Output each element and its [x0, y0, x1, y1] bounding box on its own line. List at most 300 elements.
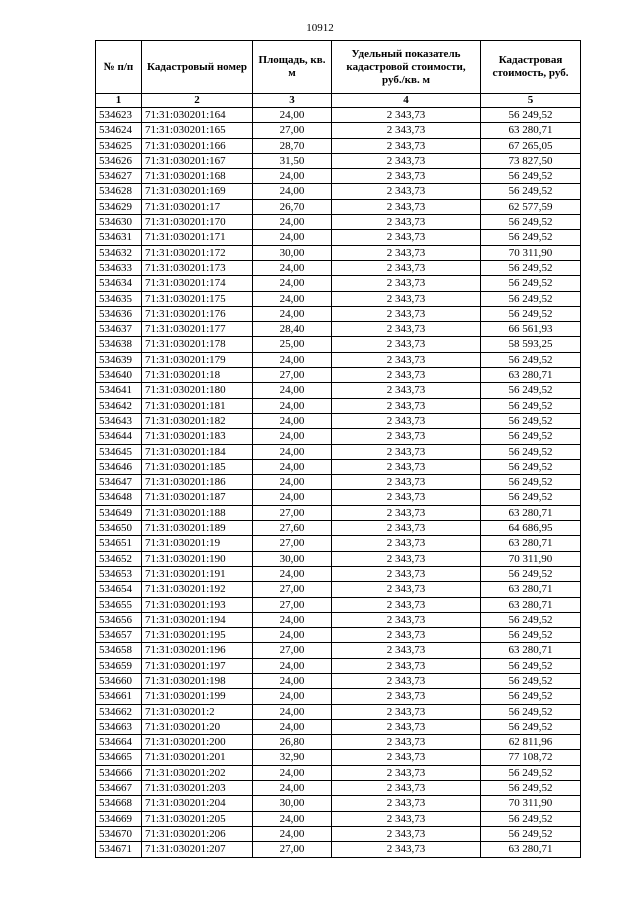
cadastral-value-cell: 56 249,52	[481, 169, 581, 184]
area-cell: 30,00	[253, 245, 332, 260]
cadastral-number-cell: 71:31:030201:192	[142, 582, 253, 597]
row-number-cell: 534649	[96, 505, 142, 520]
row-number-cell: 534644	[96, 429, 142, 444]
table-row	[96, 490, 581, 505]
unit-value-cell: 2 343,73	[332, 597, 481, 612]
cadastral-value-cell: 56 249,52	[481, 475, 581, 490]
cadastral-number-cell: 71:31:030201:205	[142, 811, 253, 826]
unit-value-cell: 2 343,73	[332, 276, 481, 291]
table-row	[96, 673, 581, 688]
unit-value-cell: 2 343,73	[332, 536, 481, 551]
cadastral-number-cell: 71:31:030201:194	[142, 612, 253, 627]
cadastral-number-cell: 71:31:030201:179	[142, 352, 253, 367]
area-cell: 24,00	[253, 215, 332, 230]
cadastral-value-cell: 67 265,05	[481, 138, 581, 153]
unit-value-cell: 2 343,73	[332, 230, 481, 245]
area-cell: 24,00	[253, 826, 332, 841]
table-row	[96, 505, 581, 520]
table-row	[96, 413, 581, 428]
cadastral-value-cell: 63 280,71	[481, 582, 581, 597]
cadastral-value-cell: 56 249,52	[481, 765, 581, 780]
cadastral-number-cell: 71:31:030201:164	[142, 108, 253, 123]
area-cell: 26,80	[253, 735, 332, 750]
area-cell: 27,00	[253, 536, 332, 551]
area-cell: 24,00	[253, 413, 332, 428]
cadastral-value-cell: 56 249,52	[481, 781, 581, 796]
table-row	[96, 322, 581, 337]
table-row	[96, 704, 581, 719]
row-number-cell: 534660	[96, 673, 142, 688]
table-row	[96, 169, 581, 184]
unit-value-cell: 2 343,73	[332, 306, 481, 321]
cadastral-value-cell: 56 249,52	[481, 673, 581, 688]
row-number-cell: 534627	[96, 169, 142, 184]
row-number-cell: 534648	[96, 490, 142, 505]
unit-value-cell: 2 343,73	[332, 658, 481, 673]
column-header-cadastral-value: Кадастровая стоимость, руб.	[481, 41, 581, 94]
unit-value-cell: 2 343,73	[332, 811, 481, 826]
unit-value-cell: 2 343,73	[332, 704, 481, 719]
row-number-cell: 534630	[96, 215, 142, 230]
cadastral-value-cell: 56 249,52	[481, 689, 581, 704]
cadastral-value-cell: 56 249,52	[481, 184, 581, 199]
area-cell: 24,00	[253, 444, 332, 459]
table-row	[96, 475, 581, 490]
table-row	[96, 184, 581, 199]
area-cell: 27,00	[253, 842, 332, 857]
row-number-cell: 534654	[96, 582, 142, 597]
cadastral-value-cell: 56 249,52	[481, 826, 581, 841]
unit-value-cell: 2 343,73	[332, 689, 481, 704]
area-cell: 24,00	[253, 352, 332, 367]
table-row	[96, 291, 581, 306]
cadastral-number-cell: 71:31:030201:172	[142, 245, 253, 260]
column-number-row	[96, 94, 581, 108]
row-number-cell: 534659	[96, 658, 142, 673]
unit-value-cell: 2 343,73	[332, 429, 481, 444]
area-cell: 27,00	[253, 582, 332, 597]
area-cell: 24,00	[253, 459, 332, 474]
table-row	[96, 796, 581, 811]
cadastral-value-cell: 56 249,52	[481, 260, 581, 275]
cadastral-number-cell: 71:31:030201:174	[142, 276, 253, 291]
cadastral-value-cell: 63 280,71	[481, 368, 581, 383]
cadastral-number-cell: 71:31:030201:204	[142, 796, 253, 811]
unit-value-cell: 2 343,73	[332, 826, 481, 841]
cadastral-value-cell: 56 249,52	[481, 704, 581, 719]
cadastral-number-cell: 71:31:030201:181	[142, 398, 253, 413]
cadastral-value-cell: 63 280,71	[481, 597, 581, 612]
unit-value-cell: 2 343,73	[332, 398, 481, 413]
table-row	[96, 444, 581, 459]
column-header-number: № п/п	[96, 41, 142, 94]
row-number-cell: 534658	[96, 643, 142, 658]
cadastral-number-cell: 71:31:030201:193	[142, 597, 253, 612]
page-number: 10912	[306, 22, 334, 34]
column-number: 4	[332, 94, 481, 108]
row-number-cell: 534636	[96, 306, 142, 321]
area-cell: 24,00	[253, 306, 332, 321]
row-number-cell: 534662	[96, 704, 142, 719]
cadastral-number-cell: 71:31:030201:169	[142, 184, 253, 199]
row-number-cell: 534641	[96, 383, 142, 398]
cadastral-number-cell: 71:31:030201:187	[142, 490, 253, 505]
cadastral-value-cell: 56 249,52	[481, 215, 581, 230]
cadastral-value-cell: 63 280,71	[481, 842, 581, 857]
table-row	[96, 612, 581, 627]
area-cell: 24,00	[253, 781, 332, 796]
area-cell: 24,00	[253, 291, 332, 306]
table-row	[96, 597, 581, 612]
column-number: 3	[253, 94, 332, 108]
table-row	[96, 521, 581, 536]
unit-value-cell: 2 343,73	[332, 337, 481, 352]
row-number-cell: 534645	[96, 444, 142, 459]
area-cell: 31,50	[253, 153, 332, 168]
cadastral-value-cell: 56 249,52	[481, 352, 581, 367]
cadastral-number-cell: 71:31:030201:2	[142, 704, 253, 719]
unit-value-cell: 2 343,73	[332, 582, 481, 597]
area-cell: 24,00	[253, 811, 332, 826]
row-number-cell: 534625	[96, 138, 142, 153]
area-cell: 24,00	[253, 383, 332, 398]
cadastral-value-cell: 58 593,25	[481, 337, 581, 352]
table-row	[96, 108, 581, 123]
cadastral-number-cell: 71:31:030201:202	[142, 765, 253, 780]
row-number-cell: 534638	[96, 337, 142, 352]
unit-value-cell: 2 343,73	[332, 153, 481, 168]
cadastral-number-cell: 71:31:030201:197	[142, 658, 253, 673]
unit-value-cell: 2 343,73	[332, 108, 481, 123]
cadastral-number-cell: 71:31:030201:189	[142, 521, 253, 536]
cadastral-value-cell: 56 249,52	[481, 291, 581, 306]
row-number-cell: 534667	[96, 781, 142, 796]
cadastral-number-cell: 71:31:030201:176	[142, 306, 253, 321]
row-number-cell: 534629	[96, 199, 142, 214]
row-number-cell: 534671	[96, 842, 142, 857]
cadastral-number-cell: 71:31:030201:18	[142, 368, 253, 383]
cadastral-value-cell: 64 686,95	[481, 521, 581, 536]
cadastral-value-cell: 56 249,52	[481, 459, 581, 474]
table-header-row	[96, 41, 581, 94]
unit-value-cell: 2 343,73	[332, 673, 481, 688]
cadastral-number-cell: 71:31:030201:196	[142, 643, 253, 658]
cadastral-number-cell: 71:31:030201:175	[142, 291, 253, 306]
unit-value-cell: 2 343,73	[332, 138, 481, 153]
cadastral-value-cell: 63 280,71	[481, 505, 581, 520]
area-cell: 24,00	[253, 490, 332, 505]
unit-value-cell: 2 343,73	[332, 215, 481, 230]
table-row	[96, 337, 581, 352]
row-number-cell: 534652	[96, 551, 142, 566]
row-number-cell: 534661	[96, 689, 142, 704]
cadastral-value-cell: 66 561,93	[481, 322, 581, 337]
table-row	[96, 398, 581, 413]
column-header-area: Площадь, кв. м	[253, 41, 332, 94]
cadastral-table	[95, 40, 581, 858]
unit-value-cell: 2 343,73	[332, 842, 481, 857]
unit-value-cell: 2 343,73	[332, 245, 481, 260]
table-row	[96, 123, 581, 138]
area-cell: 24,00	[253, 184, 332, 199]
unit-value-cell: 2 343,73	[332, 475, 481, 490]
cadastral-value-cell: 70 311,90	[481, 796, 581, 811]
row-number-cell: 534634	[96, 276, 142, 291]
cadastral-value-cell: 56 249,52	[481, 398, 581, 413]
unit-value-cell: 2 343,73	[332, 735, 481, 750]
table-row	[96, 245, 581, 260]
area-cell: 27,00	[253, 505, 332, 520]
column-header-unit-value: Удельный показатель кадастровой стоимости, руб./кв. м	[332, 41, 481, 94]
cadastral-number-cell: 71:31:030201:17	[142, 199, 253, 214]
cadastral-number-cell: 71:31:030201:186	[142, 475, 253, 490]
row-number-cell: 534655	[96, 597, 142, 612]
area-cell: 24,00	[253, 169, 332, 184]
cadastral-number-cell: 71:31:030201:177	[142, 322, 253, 337]
row-number-cell: 534665	[96, 750, 142, 765]
cadastral-number-cell: 71:31:030201:207	[142, 842, 253, 857]
unit-value-cell: 2 343,73	[332, 291, 481, 306]
row-number-cell: 534668	[96, 796, 142, 811]
unit-value-cell: 2 343,73	[332, 383, 481, 398]
area-cell: 24,00	[253, 230, 332, 245]
table-row	[96, 643, 581, 658]
cadastral-number-cell: 71:31:030201:20	[142, 719, 253, 734]
row-number-cell: 534640	[96, 368, 142, 383]
unit-value-cell: 2 343,73	[332, 750, 481, 765]
cadastral-number-cell: 71:31:030201:170	[142, 215, 253, 230]
row-number-cell: 534628	[96, 184, 142, 199]
table-row	[96, 138, 581, 153]
row-number-cell: 534647	[96, 475, 142, 490]
area-cell: 24,00	[253, 673, 332, 688]
row-number-cell: 534637	[96, 322, 142, 337]
cadastral-number-cell: 71:31:030201:19	[142, 536, 253, 551]
table-row	[96, 459, 581, 474]
table-row	[96, 536, 581, 551]
area-cell: 24,00	[253, 260, 332, 275]
area-cell: 25,00	[253, 337, 332, 352]
area-cell: 24,00	[253, 628, 332, 643]
area-cell: 27,00	[253, 123, 332, 138]
cadastral-value-cell: 56 249,52	[481, 413, 581, 428]
unit-value-cell: 2 343,73	[332, 169, 481, 184]
area-cell: 30,00	[253, 796, 332, 811]
table-row	[96, 811, 581, 826]
unit-value-cell: 2 343,73	[332, 199, 481, 214]
cadastral-value-cell: 56 249,52	[481, 429, 581, 444]
table-row	[96, 153, 581, 168]
row-number-cell: 534623	[96, 108, 142, 123]
unit-value-cell: 2 343,73	[332, 521, 481, 536]
cadastral-number-cell: 71:31:030201:165	[142, 123, 253, 138]
unit-value-cell: 2 343,73	[332, 796, 481, 811]
cadastral-value-cell: 56 249,52	[481, 658, 581, 673]
area-cell: 27,60	[253, 521, 332, 536]
unit-value-cell: 2 343,73	[332, 184, 481, 199]
area-cell: 24,00	[253, 108, 332, 123]
table-row	[96, 199, 581, 214]
cadastral-number-cell: 71:31:030201:180	[142, 383, 253, 398]
row-number-cell: 534624	[96, 123, 142, 138]
area-cell: 24,00	[253, 429, 332, 444]
cadastral-number-cell: 71:31:030201:190	[142, 551, 253, 566]
unit-value-cell: 2 343,73	[332, 490, 481, 505]
cadastral-number-cell: 71:31:030201:171	[142, 230, 253, 245]
area-cell: 32,90	[253, 750, 332, 765]
table-row	[96, 735, 581, 750]
unit-value-cell: 2 343,73	[332, 566, 481, 581]
area-cell: 24,00	[253, 704, 332, 719]
row-number-cell: 534663	[96, 719, 142, 734]
row-number-cell: 534642	[96, 398, 142, 413]
cadastral-number-cell: 71:31:030201:201	[142, 750, 253, 765]
table-row	[96, 260, 581, 275]
table-row	[96, 689, 581, 704]
area-cell: 24,00	[253, 398, 332, 413]
unit-value-cell: 2 343,73	[332, 612, 481, 627]
table-row	[96, 842, 581, 857]
cadastral-number-cell: 71:31:030201:206	[142, 826, 253, 841]
row-number-cell: 534670	[96, 826, 142, 841]
unit-value-cell: 2 343,73	[332, 352, 481, 367]
area-cell: 27,00	[253, 368, 332, 383]
cadastral-number-cell: 71:31:030201:203	[142, 781, 253, 796]
cadastral-number-cell: 71:31:030201:167	[142, 153, 253, 168]
table-row	[96, 765, 581, 780]
row-number-cell: 534646	[96, 459, 142, 474]
cadastral-value-cell: 73 827,50	[481, 153, 581, 168]
unit-value-cell: 2 343,73	[332, 628, 481, 643]
table-body	[96, 108, 581, 858]
row-number-cell: 534657	[96, 628, 142, 643]
cadastral-value-cell: 63 280,71	[481, 123, 581, 138]
row-number-cell: 534633	[96, 260, 142, 275]
row-number-cell: 534656	[96, 612, 142, 627]
cadastral-number-cell: 71:31:030201:185	[142, 459, 253, 474]
cadastral-value-cell: 77 108,72	[481, 750, 581, 765]
cadastral-number-cell: 71:31:030201:183	[142, 429, 253, 444]
cadastral-number-cell: 71:31:030201:184	[142, 444, 253, 459]
cadastral-number-cell: 71:31:030201:182	[142, 413, 253, 428]
cadastral-number-cell: 71:31:030201:199	[142, 689, 253, 704]
table-row	[96, 352, 581, 367]
cadastral-value-cell: 56 249,52	[481, 230, 581, 245]
row-number-cell: 534631	[96, 230, 142, 245]
column-number: 2	[142, 94, 253, 108]
area-cell: 24,00	[253, 475, 332, 490]
cadastral-value-cell: 56 249,52	[481, 276, 581, 291]
cadastral-number-cell: 71:31:030201:188	[142, 505, 253, 520]
table-row	[96, 719, 581, 734]
table-row	[96, 750, 581, 765]
cadastral-number-cell: 71:31:030201:195	[142, 628, 253, 643]
cadastral-number-cell: 71:31:030201:173	[142, 260, 253, 275]
column-header-cadastral-number: Кадастровый номер	[142, 41, 253, 94]
column-number: 1	[96, 94, 142, 108]
row-number-cell: 534664	[96, 735, 142, 750]
area-cell: 24,00	[253, 689, 332, 704]
row-number-cell: 534653	[96, 566, 142, 581]
unit-value-cell: 2 343,73	[332, 368, 481, 383]
cadastral-number-cell: 71:31:030201:191	[142, 566, 253, 581]
row-number-cell: 534635	[96, 291, 142, 306]
cadastral-value-cell: 62 811,96	[481, 735, 581, 750]
row-number-cell: 534626	[96, 153, 142, 168]
cadastral-value-cell: 70 311,90	[481, 551, 581, 566]
cadastral-value-cell: 70 311,90	[481, 245, 581, 260]
row-number-cell: 534669	[96, 811, 142, 826]
cadastral-number-cell: 71:31:030201:178	[142, 337, 253, 352]
cadastral-number-cell: 71:31:030201:168	[142, 169, 253, 184]
unit-value-cell: 2 343,73	[332, 719, 481, 734]
cadastral-number-cell: 71:31:030201:198	[142, 673, 253, 688]
table-row	[96, 628, 581, 643]
area-cell: 24,00	[253, 658, 332, 673]
area-cell: 24,00	[253, 612, 332, 627]
table-row	[96, 230, 581, 245]
unit-value-cell: 2 343,73	[332, 322, 481, 337]
unit-value-cell: 2 343,73	[332, 551, 481, 566]
row-number-cell: 534643	[96, 413, 142, 428]
cadastral-value-cell: 56 249,52	[481, 628, 581, 643]
unit-value-cell: 2 343,73	[332, 260, 481, 275]
row-number-cell: 534666	[96, 765, 142, 780]
cadastral-value-cell: 56 249,52	[481, 306, 581, 321]
cadastral-value-cell: 56 249,52	[481, 490, 581, 505]
cadastral-value-cell: 63 280,71	[481, 643, 581, 658]
table-row	[96, 306, 581, 321]
cadastral-number-cell: 71:31:030201:166	[142, 138, 253, 153]
area-cell: 24,00	[253, 719, 332, 734]
row-number-cell: 534650	[96, 521, 142, 536]
table-row	[96, 276, 581, 291]
unit-value-cell: 2 343,73	[332, 505, 481, 520]
area-cell: 24,00	[253, 566, 332, 581]
table-row	[96, 215, 581, 230]
column-number: 5	[481, 94, 581, 108]
area-cell: 30,00	[253, 551, 332, 566]
cadastral-value-cell: 56 249,52	[481, 719, 581, 734]
row-number-cell: 534639	[96, 352, 142, 367]
table-row	[96, 658, 581, 673]
row-number-cell: 534651	[96, 536, 142, 551]
area-cell: 27,00	[253, 597, 332, 612]
table-row	[96, 383, 581, 398]
unit-value-cell: 2 343,73	[332, 444, 481, 459]
cadastral-number-cell: 71:31:030201:200	[142, 735, 253, 750]
table-row	[96, 781, 581, 796]
area-cell: 26,70	[253, 199, 332, 214]
cadastral-value-cell: 56 249,52	[481, 566, 581, 581]
table-row	[96, 566, 581, 581]
cadastral-value-cell: 56 249,52	[481, 444, 581, 459]
row-number-cell: 534632	[96, 245, 142, 260]
cadastral-value-cell: 56 249,52	[481, 108, 581, 123]
table-row	[96, 582, 581, 597]
table-row	[96, 826, 581, 841]
unit-value-cell: 2 343,73	[332, 413, 481, 428]
area-cell: 27,00	[253, 643, 332, 658]
cadastral-value-cell: 63 280,71	[481, 536, 581, 551]
cadastral-value-cell: 56 249,52	[481, 612, 581, 627]
cadastral-value-cell: 62 577,59	[481, 199, 581, 214]
table-row	[96, 551, 581, 566]
cadastral-value-cell: 56 249,52	[481, 383, 581, 398]
unit-value-cell: 2 343,73	[332, 781, 481, 796]
area-cell: 28,40	[253, 322, 332, 337]
table-row	[96, 429, 581, 444]
